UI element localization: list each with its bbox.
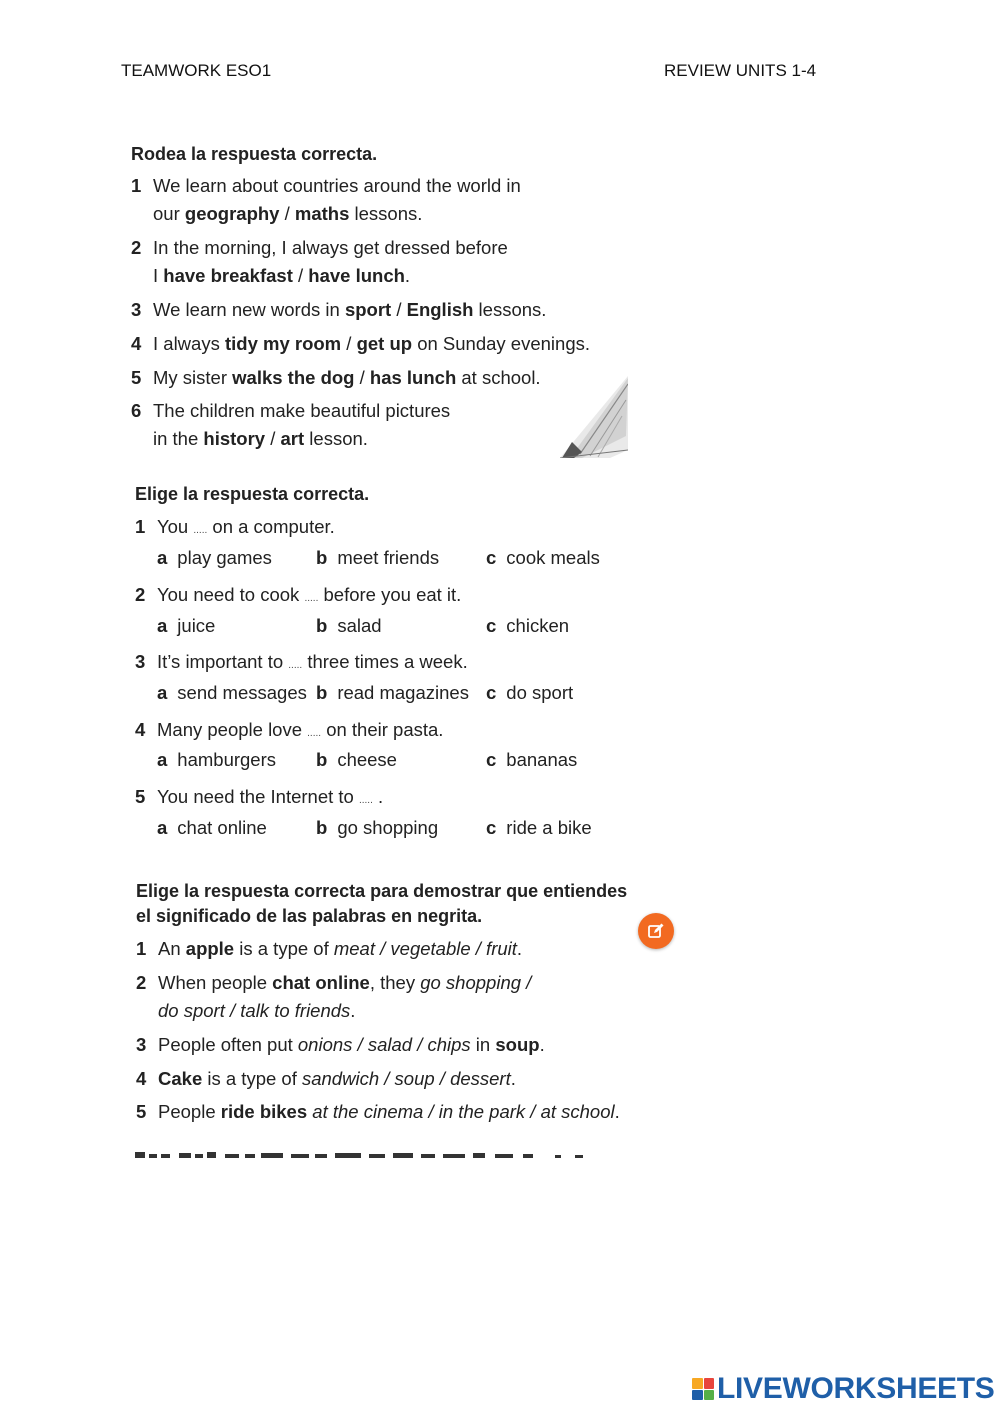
choice-b[interactable]: maths: [294, 203, 350, 224]
option-letter: b: [316, 817, 328, 838]
question-text: .: [372, 786, 384, 807]
question-number: 3: [136, 1034, 147, 1055]
question-text: is a type of: [202, 1068, 302, 1089]
answer-blank[interactable]: .....: [358, 795, 373, 806]
option-letter: a: [157, 749, 168, 770]
question-text: lesson.: [304, 428, 368, 449]
option-letter: c: [486, 749, 497, 770]
s1-question-6: [131, 397, 450, 453]
question-number: 4: [135, 719, 146, 740]
question-number: 1: [131, 175, 142, 196]
s1-question-3: [131, 296, 546, 324]
question-text: lessons.: [473, 299, 547, 320]
question-text: People often put: [158, 1034, 298, 1055]
option-text: go shopping: [337, 817, 439, 838]
choice-b[interactable]: has lunch: [369, 367, 457, 388]
question-number: 1: [135, 516, 146, 537]
question-text: in: [470, 1034, 496, 1055]
edit-icon: [647, 922, 665, 940]
choice-separator: /: [279, 203, 295, 224]
choice-separator: /: [341, 333, 357, 354]
question-text: .: [404, 265, 411, 286]
question-text: You need the Internet to: [157, 786, 359, 807]
choice-options[interactable]: meat / vegetable / fruit: [333, 938, 517, 959]
question-number: 2: [131, 237, 142, 258]
edit-button[interactable]: [638, 913, 674, 949]
question-text: on a computer.: [207, 516, 335, 537]
bold-word: apple: [185, 938, 235, 959]
s1-question-2: [131, 234, 508, 290]
choice-separator: /: [354, 367, 370, 388]
option-letter: b: [316, 615, 328, 636]
option-text: hamburgers: [177, 749, 277, 770]
option-c[interactable]: [486, 615, 569, 637]
question-text: .: [516, 938, 523, 959]
question-number: 3: [131, 299, 142, 320]
s2-question-1: [135, 513, 335, 545]
question-text: You: [157, 516, 194, 537]
question-text: Many people love: [157, 719, 308, 740]
s3-question-2: [136, 969, 531, 1025]
question-text: When people: [158, 972, 273, 993]
option-b[interactable]: [316, 749, 397, 771]
choice-a[interactable]: geography: [184, 203, 280, 224]
option-text: play games: [177, 547, 272, 568]
question-text: People: [158, 1101, 221, 1122]
choice-a[interactable]: tidy my room: [224, 333, 342, 354]
option-b[interactable]: [316, 682, 469, 704]
option-text: chat online: [177, 817, 267, 838]
question-text: .: [350, 1000, 356, 1021]
question-text: our: [153, 203, 185, 224]
option-letter: a: [157, 817, 168, 838]
option-text: bananas: [506, 749, 578, 770]
question-text: .: [614, 1101, 620, 1122]
question-number: 5: [135, 786, 146, 807]
question-text: at school.: [456, 367, 541, 388]
option-letter: a: [157, 615, 168, 636]
s3-question-1: [136, 935, 522, 963]
question-text: on Sunday evenings.: [412, 333, 590, 354]
question-number: 3: [135, 651, 146, 672]
choice-separator: /: [391, 299, 407, 320]
option-a[interactable]: [157, 817, 267, 839]
option-text: ride a bike: [506, 817, 592, 838]
header-right: REVIEW UNITS 1-4: [664, 61, 817, 80]
section1-title: Rodea la respuesta correcta.: [131, 144, 378, 164]
bold-word: ride bikes: [220, 1101, 308, 1122]
choice-b[interactable]: English: [406, 299, 474, 320]
bold-word: Cake: [158, 1068, 203, 1089]
question-line: We learn about countries around the world in: [153, 175, 521, 196]
question-text: .: [510, 1068, 516, 1089]
s2-question-5: [135, 783, 383, 815]
option-text: meet friends: [337, 547, 440, 568]
question-text: before you eat it.: [318, 584, 462, 605]
liveworksheets-logo: [692, 1372, 995, 1406]
section3-title-line1: Elige la respuesta correcta para demostrar que entiendes: [136, 881, 628, 901]
bold-word: chat online: [272, 972, 370, 993]
option-letter: a: [157, 547, 168, 568]
option-letter: b: [316, 547, 328, 568]
choice-options[interactable]: do sport / talk to friends: [158, 1000, 351, 1021]
cropped-text-fragment: [135, 1148, 615, 1158]
question-number: 2: [136, 972, 147, 993]
question-text: is a type of: [234, 938, 334, 959]
question-text: .: [539, 1034, 545, 1055]
option-text: read magazines: [337, 682, 469, 703]
option-letter: c: [486, 615, 497, 636]
question-number: 5: [131, 367, 142, 388]
choice-options[interactable]: sandwich / soup / dessert: [301, 1068, 511, 1089]
question-text: My sister: [153, 367, 233, 388]
option-letter: c: [486, 817, 497, 838]
s3-question-4: [136, 1065, 516, 1093]
question-text: three times a week.: [302, 651, 468, 672]
choice-a[interactable]: walks the dog: [232, 367, 355, 388]
liveworksheets-logo-icon: [692, 1378, 714, 1400]
option-letter: c: [486, 547, 497, 568]
s2-question-2: [135, 581, 461, 613]
answer-blank[interactable]: .....: [307, 728, 322, 739]
choice-a[interactable]: history: [203, 428, 266, 449]
option-b[interactable]: [316, 615, 382, 637]
option-text: send messages: [177, 682, 307, 703]
question-text: on their pasta.: [321, 719, 444, 740]
s2-question-3: [135, 648, 468, 680]
option-text: salad: [337, 615, 382, 636]
question-number: 2: [135, 584, 146, 605]
option-c[interactable]: [486, 547, 600, 569]
option-letter: b: [316, 682, 328, 703]
section3-title: [136, 879, 627, 929]
s1-question-4: [131, 330, 590, 358]
choice-b[interactable]: get up: [356, 333, 413, 354]
option-a[interactable]: [157, 547, 272, 569]
option-letter: a: [157, 682, 168, 703]
question-text: We learn new words in: [153, 299, 345, 320]
option-text: chicken: [506, 615, 570, 636]
question-text: I: [153, 265, 164, 286]
option-a[interactable]: [157, 749, 276, 771]
choice-options[interactable]: onions / salad / chips: [297, 1034, 471, 1055]
option-a[interactable]: [157, 615, 215, 637]
choice-a[interactable]: sport: [344, 299, 392, 320]
question-text: I always: [153, 333, 225, 354]
choice-b[interactable]: art: [280, 428, 305, 449]
option-b[interactable]: [316, 547, 439, 569]
s1-question-1: [131, 172, 521, 228]
question-text: It’s important to: [157, 651, 289, 672]
option-letter: b: [316, 749, 328, 770]
choice-a[interactable]: have breakfast: [163, 265, 293, 286]
s3-question-3: [136, 1031, 545, 1059]
option-text: juice: [177, 615, 216, 636]
bold-word: soup: [495, 1034, 540, 1055]
question-line: In the morning, I always get dressed before: [153, 237, 508, 258]
choice-options[interactable]: at the cinema / in the park / at school: [312, 1101, 615, 1122]
option-letter: c: [486, 682, 497, 703]
option-a[interactable]: [157, 682, 307, 704]
question-number: 6: [131, 400, 142, 421]
option-text: cheese: [337, 749, 397, 770]
question-text: , they: [369, 972, 421, 993]
question-number: 1: [136, 938, 147, 959]
pencil-illustration: [560, 376, 628, 458]
s2-question-4: [135, 716, 443, 748]
option-text: cook meals: [506, 547, 600, 568]
question-number: 5: [136, 1101, 147, 1122]
choice-options[interactable]: go shopping /: [420, 972, 532, 993]
s1-question-5: [131, 364, 541, 392]
answer-blank[interactable]: .....: [304, 593, 319, 604]
option-c[interactable]: [486, 749, 577, 771]
choice-separator: /: [265, 428, 281, 449]
answer-blank[interactable]: .....: [288, 660, 303, 671]
question-text: You need to cook: [157, 584, 305, 605]
question-number: 4: [136, 1068, 147, 1089]
question-text: lessons.: [349, 203, 423, 224]
option-c[interactable]: [486, 817, 592, 839]
brand-text: LIVEWORKSHEETS: [717, 1372, 995, 1405]
section3-title-line2: el significado de las palabras en negrita.: [136, 906, 483, 926]
answer-blank[interactable]: .....: [193, 525, 208, 536]
option-b[interactable]: [316, 817, 438, 839]
question-text: in the: [153, 428, 204, 449]
question-number: 4: [131, 333, 142, 354]
header-left: TEAMWORK ESO1: [121, 61, 272, 80]
question-line: The children make beautiful pictures: [153, 400, 451, 421]
choice-separator: /: [292, 265, 309, 286]
section2-title: Elige la respuesta correcta.: [135, 484, 370, 504]
question-text: An: [158, 938, 186, 959]
s3-question-5: [136, 1098, 620, 1126]
option-text: do sport: [506, 682, 574, 703]
choice-b[interactable]: have lunch: [308, 265, 405, 286]
option-c[interactable]: [486, 682, 573, 704]
